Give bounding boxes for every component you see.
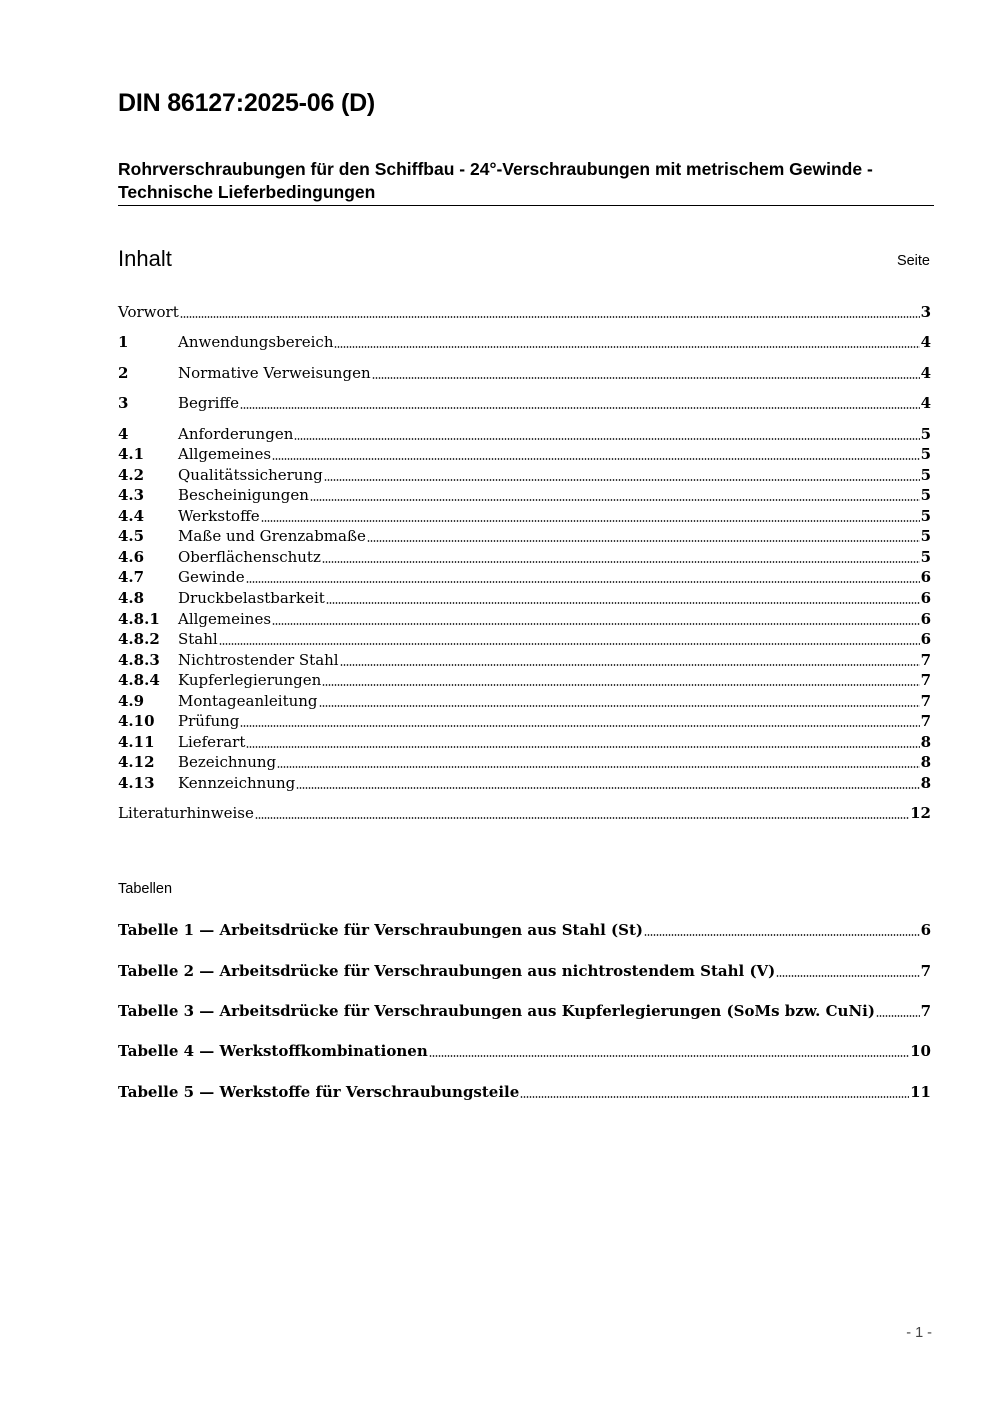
table-list-entry[interactable] xyxy=(118,1041,931,1061)
toc-entry-page: 4 xyxy=(920,364,931,382)
toc-entry-number: 4.13 xyxy=(118,774,155,792)
toc-entry-page: 6 xyxy=(920,589,931,607)
toc-entry-number: 4 xyxy=(118,425,129,443)
toc-entry[interactable] xyxy=(118,465,931,485)
table-entry-page: 7 xyxy=(920,962,931,980)
document-title: Rohrverschraubungen für den Schiffbau - 24°-Verschraubungen mit metrischem Gewinde - Technische Lieferbedingungen xyxy=(118,159,873,202)
toc-entry[interactable] xyxy=(118,773,931,793)
toc-entry-number: 4.2 xyxy=(118,466,145,484)
table-list-entry[interactable] xyxy=(118,1082,931,1102)
toc-entry-number: 4.9 xyxy=(118,692,145,710)
toc-leader-dots xyxy=(180,316,920,318)
toc-entry[interactable] xyxy=(118,547,931,567)
toc-entry[interactable] xyxy=(118,506,931,526)
toc-leader-dots xyxy=(322,684,919,686)
toc-entry[interactable] xyxy=(118,444,931,464)
toc-entry-page: 6 xyxy=(920,630,931,648)
toc-leader-dots xyxy=(776,975,919,977)
toc-entry-page: 5 xyxy=(920,527,931,545)
table-entry-label: Tabelle 1 — Arbeitsdrücke für Verschraubungen aus Stahl (St) xyxy=(118,921,643,939)
toc-entry-label: Anwendungsbereich xyxy=(178,333,334,351)
toc-leader-dots xyxy=(319,705,920,707)
toc-entry-number: 3 xyxy=(118,394,129,412)
toc-entry-page: 8 xyxy=(920,774,931,792)
toc-entry-label: Druckbelastbarkeit xyxy=(178,589,325,607)
toc-entry[interactable] xyxy=(118,629,931,649)
table-entry-label: Tabelle 3 — Arbeitsdrücke für Verschraubungen aus Kupferlegierungen (SoMs bzw. CuNi) xyxy=(118,1002,875,1020)
toc-entry-page: 5 xyxy=(920,548,931,566)
toc-entry-label: Montageanleitung xyxy=(178,692,318,710)
toc-page-column-label: Seite xyxy=(896,253,930,269)
table-entry-label: Tabelle 2 — Arbeitsdrücke für Verschraubungen aus nichtrostendem Stahl (V) xyxy=(118,962,776,980)
toc-entry-label: Allgemeines xyxy=(178,610,272,628)
document-id: DIN 86127:2025-06 (D) xyxy=(118,89,376,117)
toc-entry[interactable] xyxy=(118,332,931,352)
toc-leader-dots xyxy=(272,623,920,625)
toc-entry-label: Nichtrostender Stahl xyxy=(178,651,339,669)
toc-leader-dots xyxy=(324,479,920,481)
toc-leader-dots xyxy=(272,458,920,460)
footer-page-number: - 1 - xyxy=(906,1325,932,1341)
toc-entry-label: Gewinde xyxy=(178,568,245,586)
toc-entry[interactable] xyxy=(118,526,931,546)
toc-entry-label: Maße und Grenzabmaße xyxy=(178,527,366,545)
toc-entry[interactable] xyxy=(118,711,931,731)
toc-entry-number: 4.8 xyxy=(118,589,145,607)
toc-entry-page: 7 xyxy=(920,692,931,710)
toc-entry-page: 4 xyxy=(920,333,931,351)
table-entry-page: 11 xyxy=(910,1083,931,1101)
tables-heading: Tabellen xyxy=(118,881,173,897)
toc-entry-label: Lieferart xyxy=(178,733,246,751)
table-list-entry[interactable] xyxy=(118,961,931,981)
toc-entry-page: 7 xyxy=(920,651,931,669)
toc-leader-dots xyxy=(294,438,919,440)
toc-entry-number: 4.4 xyxy=(118,507,145,525)
toc-entry-number: 4.7 xyxy=(118,568,145,586)
toc-entry-number: 4.8.2 xyxy=(118,630,160,648)
toc-entry-page: 8 xyxy=(920,733,931,751)
toc-entry-page: 8 xyxy=(920,753,931,771)
toc-entry-label: Literaturhinweise xyxy=(118,804,254,822)
toc-entry[interactable] xyxy=(118,803,931,823)
toc-entry-number: 2 xyxy=(118,364,129,382)
toc-entry-page: 7 xyxy=(920,671,931,689)
toc-entry[interactable] xyxy=(118,752,931,772)
toc-entry-label: Begriffe xyxy=(178,394,240,412)
toc-entry-number: 1 xyxy=(118,333,129,351)
table-entry-page: 10 xyxy=(910,1042,931,1060)
toc-entry[interactable] xyxy=(118,393,931,413)
toc-leader-dots xyxy=(246,746,919,748)
title-rule xyxy=(118,205,934,206)
table-entry-page: 7 xyxy=(920,1002,931,1020)
toc-entry[interactable] xyxy=(118,650,931,670)
toc-entry-number: 4.8.1 xyxy=(118,610,160,628)
toc-entry-page: 5 xyxy=(920,445,931,463)
toc-entry-label: Allgemeines xyxy=(178,445,272,463)
toc-leader-dots xyxy=(296,787,919,789)
toc-entry-label: Werkstoffe xyxy=(178,507,260,525)
toc-entry-number: 4.11 xyxy=(118,733,155,751)
toc-leader-dots xyxy=(340,664,920,666)
toc-entry-number: 4.10 xyxy=(118,712,155,730)
toc-entry-label: Oberflächenschutz xyxy=(178,548,321,566)
toc-leader-dots xyxy=(367,540,920,542)
toc-entry[interactable] xyxy=(118,485,931,505)
toc-entry[interactable] xyxy=(118,670,931,690)
toc-entry-page: 5 xyxy=(920,507,931,525)
toc-entry[interactable] xyxy=(118,363,931,383)
table-entry-label: Tabelle 5 — Werkstoffe für Verschraubungsteile xyxy=(118,1083,520,1101)
toc-entry-label: Stahl xyxy=(178,630,218,648)
toc-entry-number: 4.12 xyxy=(118,753,155,771)
toc-leader-dots xyxy=(246,581,920,583)
toc-entry-number: 4.8.3 xyxy=(118,651,160,669)
toc-leader-dots xyxy=(322,561,920,563)
toc-entry-page: 5 xyxy=(920,425,931,443)
table-entry-page: 6 xyxy=(920,921,931,939)
toc-entry-number: 4.8.4 xyxy=(118,671,160,689)
toc-leader-dots xyxy=(240,407,920,409)
toc-entry-label: Qualitätssicherung xyxy=(178,466,323,484)
toc-entry[interactable] xyxy=(118,302,931,322)
toc-entry-label: Kupferlegierungen xyxy=(178,671,322,689)
toc-leader-dots xyxy=(372,377,920,379)
toc-entry-label: Bezeichnung xyxy=(178,753,277,771)
toc-leader-dots xyxy=(876,1015,920,1017)
toc-entry-page: 5 xyxy=(920,466,931,484)
toc-entry-page: 7 xyxy=(920,712,931,730)
toc-leader-dots xyxy=(255,817,909,819)
toc-entry-page: 5 xyxy=(920,486,931,504)
toc-leader-dots xyxy=(240,725,919,727)
toc-entry-page: 4 xyxy=(920,394,931,412)
toc-leader-dots xyxy=(277,766,919,768)
toc-entry-number: 4.5 xyxy=(118,527,145,545)
toc-entry[interactable] xyxy=(118,567,931,587)
toc-leader-dots xyxy=(644,934,920,936)
toc-entry-page: 6 xyxy=(920,610,931,628)
toc-entry-label: Kennzeichnung xyxy=(178,774,296,792)
toc-entry[interactable] xyxy=(118,732,931,752)
toc-entry-page: 3 xyxy=(920,303,931,321)
toc-entry[interactable] xyxy=(118,588,931,608)
toc-leader-dots xyxy=(520,1096,909,1098)
toc-leader-dots xyxy=(261,520,920,522)
toc-leader-dots xyxy=(310,499,920,501)
table-list-entry[interactable] xyxy=(118,920,931,940)
toc-heading: Inhalt xyxy=(118,246,172,271)
toc-entry-label: Anforderungen xyxy=(178,425,294,443)
toc-entry-page: 12 xyxy=(910,804,931,822)
table-list-entry[interactable] xyxy=(118,1001,931,1021)
toc-entry-label: Normative Verweisungen xyxy=(178,364,371,382)
toc-leader-dots xyxy=(219,643,920,645)
toc-entry-number: 4.3 xyxy=(118,486,145,504)
toc-leader-dots xyxy=(429,1055,909,1057)
toc-entry-label: Vorwort xyxy=(118,303,179,321)
toc-entry-number: 4.6 xyxy=(118,548,145,566)
toc-leader-dots xyxy=(326,602,920,604)
toc-entry[interactable] xyxy=(118,424,931,444)
table-entry-label: Tabelle 4 — Werkstoffkombinationen xyxy=(118,1042,428,1060)
toc-entry[interactable] xyxy=(118,609,931,629)
toc-entry-page: 6 xyxy=(920,568,931,586)
toc-entry-label: Prüfung xyxy=(178,712,240,730)
toc-entry-label: Bescheinigungen xyxy=(178,486,309,504)
toc-entry-number: 4.1 xyxy=(118,445,145,463)
toc-entry[interactable] xyxy=(118,691,931,711)
toc-leader-dots xyxy=(334,346,919,348)
